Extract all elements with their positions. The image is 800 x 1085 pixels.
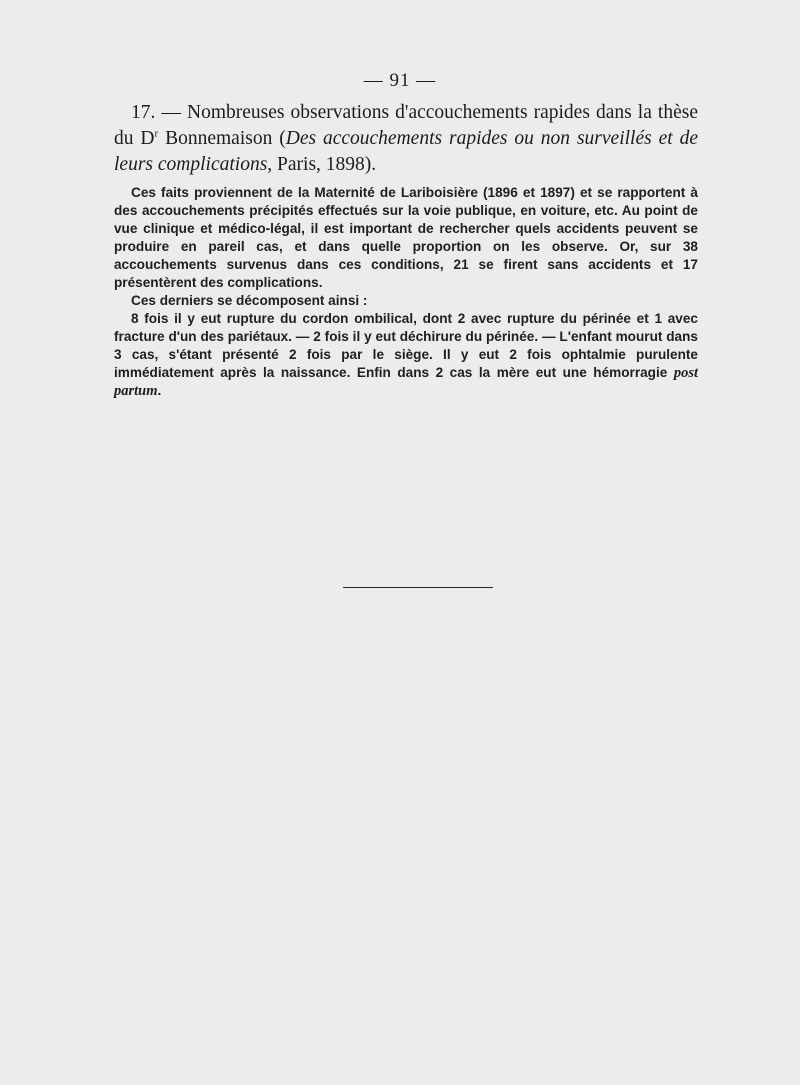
entry-body: [114, 184, 698, 400]
heading-text-part2: Bonnemaison (: [158, 128, 286, 149]
page-number: — 91 —: [363, 70, 437, 91]
paragraph-breakdown-intro: Ces derniers se décomposent ainsi :: [131, 293, 368, 308]
paragraph-breakdown-text: 8 fois il y eut rupture du cordon ombilical, dont 2 avec rupture du périnée et 1 avec fracture d'un des pariétaux. — 2 fois il y eut déchirure du périnée. — L'enfant mourut dans 3 cas, s'étant présenté 2 fois par le siège. Il y eut 2 fois ophtalmie purulente immédiatement après la naissance. Enfin dans 2 cas la mère eut une hémorragie: [114, 311, 698, 380]
paragraph-breakdown-term: post partum: [114, 365, 698, 399]
entry-heading: [114, 100, 698, 178]
heading-text-part3: , Paris, 1898).: [267, 154, 377, 175]
paragraph-breakdown-details: [114, 310, 698, 400]
section-divider: [343, 587, 493, 588]
heading-text-part1: 17. — Nombreuses observations d'accouchements rapides dans la thèse du D: [114, 102, 698, 149]
heading-superscript: r: [154, 127, 159, 140]
paragraph-breakdown-end: .: [157, 383, 162, 398]
heading-book-title: Des accouchements rapides ou non surveillés et de leurs complications: [114, 128, 699, 175]
paragraph-sources: Ces faits proviennent de la Maternité de Lariboisière (1896 et 1897) et se rapportent à des accouchements précipités effectués sur la voie publique, en voiture, etc. Au point de vue clinique et médico-légal, il est important de rechercher quels accidents peuvent se produire en pareil cas, et dans quelle proportion on les observe. Or, sur 38 accouchements survenus dans ces conditions, 21 se firent sans accidents et 17 présentèrent des complications.: [114, 185, 698, 290]
